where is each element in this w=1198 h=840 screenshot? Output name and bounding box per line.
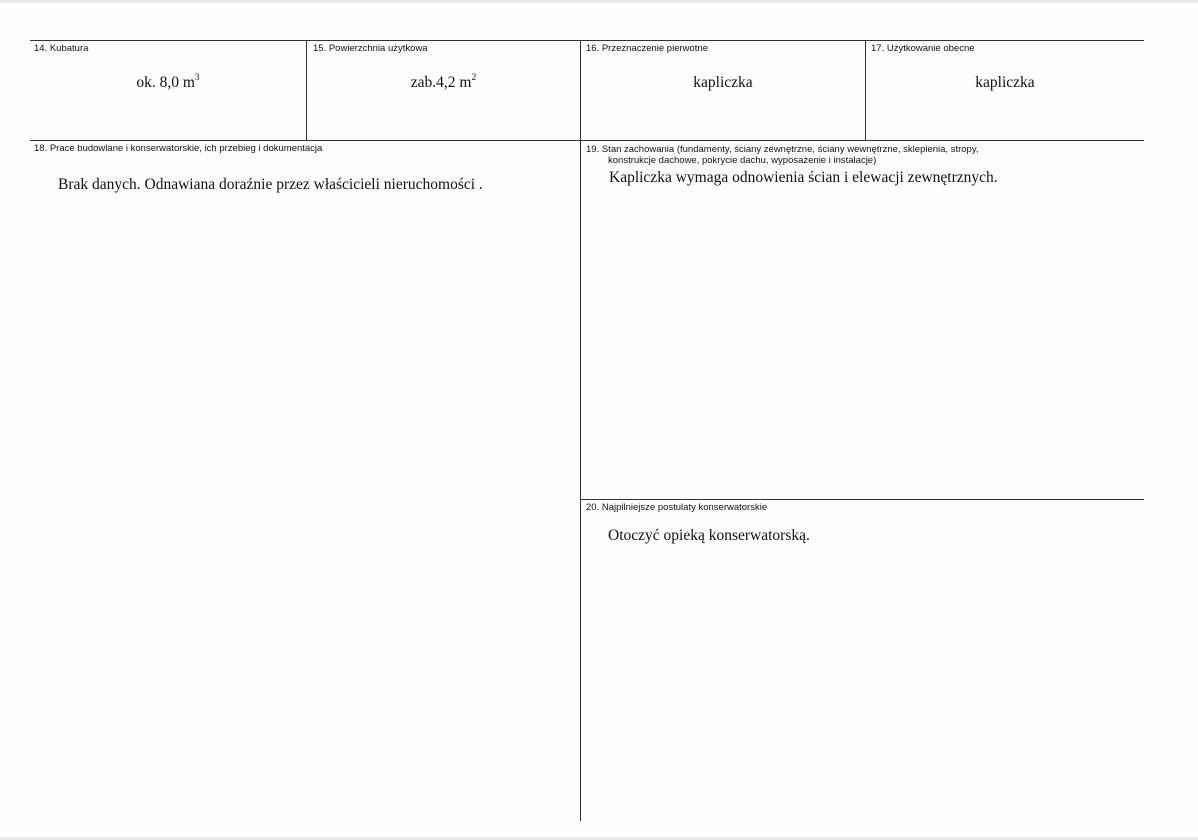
scan-top-edge [0, 0, 1198, 3]
field-16-label: 16. Przeznaczenie pierwotne [586, 43, 708, 54]
field-15-label: 15. Powierzchnia użytkowa [313, 43, 428, 54]
field-17-label: 17. Użytkowanie obecne [871, 43, 975, 54]
field-15-value: zab.4,2 $m^2$ [410, 73, 477, 91]
field-17-value: kapliczka [975, 74, 1035, 91]
field-19-value: Kapliczka wymaga odnowienia ścian i elewacji zewnętrznych. [609, 169, 998, 186]
middle-rule [30, 140, 1144, 141]
field-19-label-line1: 19. Stan zachowania (fundamenty, ściany zewnętrzne, ściany wewnętrzne, sklepienia, stropy, [586, 144, 979, 155]
field-16-value: kapliczka [693, 74, 753, 91]
field-14-unit-exponent: 3 [194, 73, 200, 83]
field-18-label: 18. Prace budowlane i konserwatorskie, ich przebieg i dokumentacja [34, 143, 323, 154]
field-20-value: Otoczyć opieką konserwatorską. [608, 527, 810, 544]
main-column-divider [580, 40, 581, 821]
field-14-label: 14. Kubatura [34, 43, 89, 54]
section-20-rule [581, 499, 1144, 500]
field-18-value: Brak danych. Odnawiana doraźnie przez właścicieli nieruchomości . [58, 176, 483, 193]
field-14-value: ok. 8,0 $m^3$ [136, 73, 200, 91]
field-15-unit-exponent: 2 [471, 73, 477, 83]
field-19-label-line2: konstrukcje dachowe, pokrycie dachu, wyposażenie i instalacje) [608, 155, 877, 166]
field-20-label: 20. Najpilniejsze postulaty konserwatorskie [586, 502, 768, 513]
top-rule [30, 40, 1144, 41]
